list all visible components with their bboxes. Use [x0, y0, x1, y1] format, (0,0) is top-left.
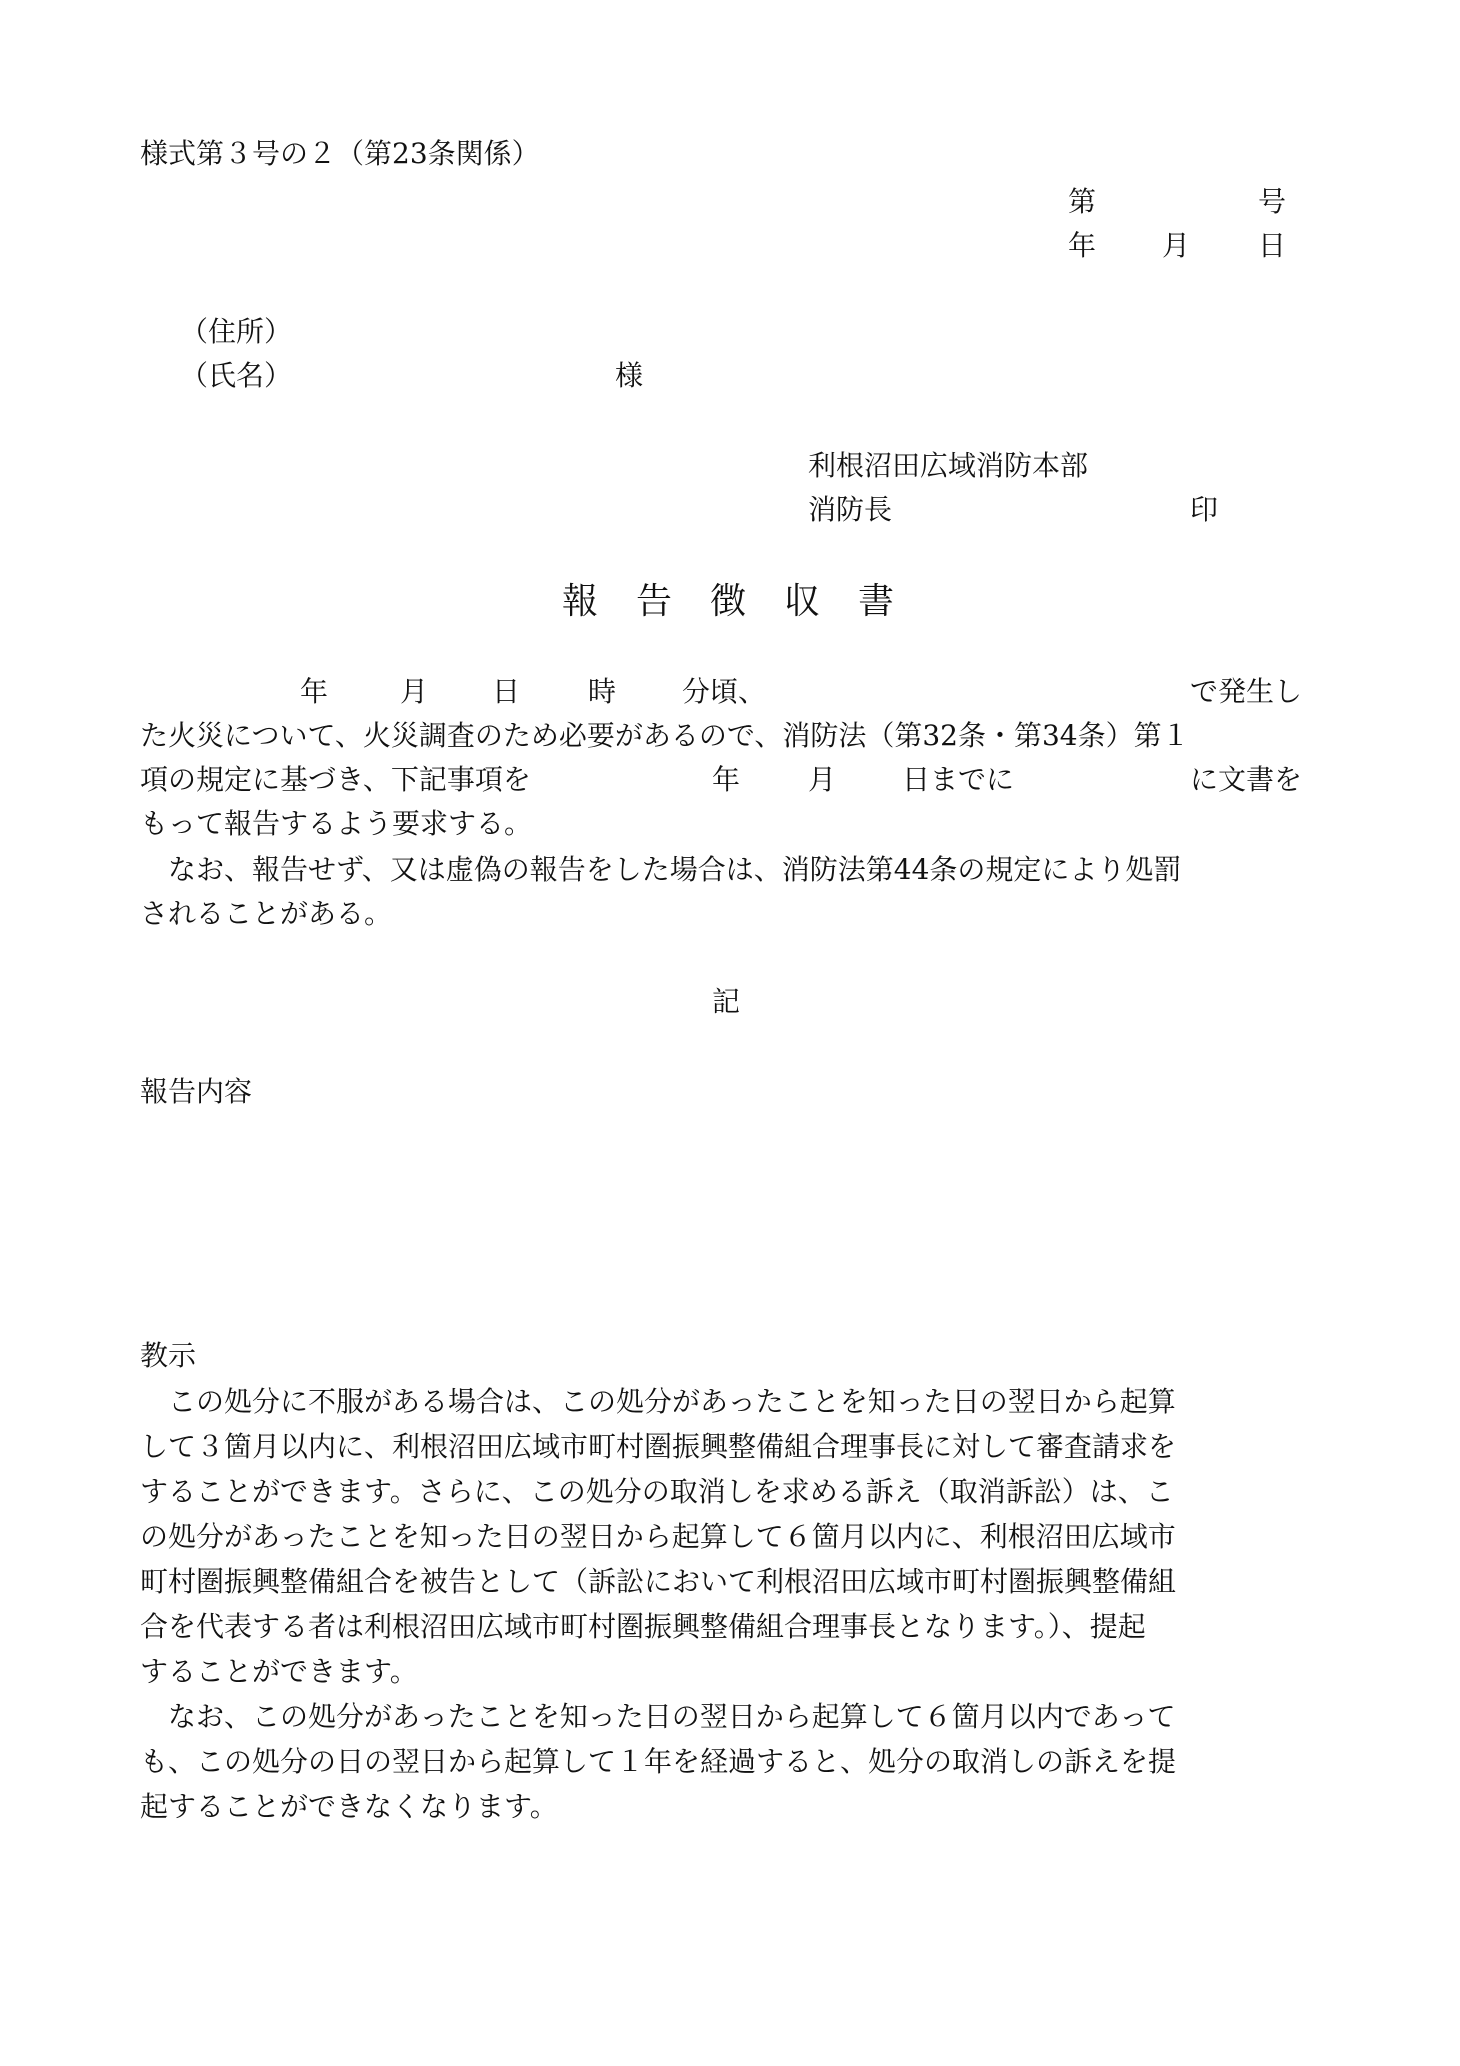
deadline-year-label: 年 — [712, 763, 741, 796]
honorific-sama: 様 — [615, 359, 644, 392]
ki-heading: 記 — [712, 985, 741, 1018]
body-line-3-end: に文書を — [1190, 763, 1303, 796]
seal-mark: 印 — [1190, 493, 1219, 526]
instruction-line: の処分があったことを知った日の翌日から起算して６箇月以内に、利根沼田広域市 — [140, 1520, 1176, 1553]
body-line: されることがある。 — [140, 897, 393, 930]
title-char: 書 — [858, 581, 895, 622]
instruction-line: なお、この処分があったことを知った日の翌日から起算して６箇月以内であって — [140, 1700, 1176, 1733]
incident-month-label: 月 — [400, 675, 429, 708]
name-label: （氏名） — [180, 359, 293, 392]
issuer-organization: 利根沼田広域消防本部 — [808, 449, 1089, 482]
incident-place-suffix: で発生し — [1190, 675, 1303, 708]
instruction-line: 町村圏振興整備組合を被告として（訴訟において利根沼田広域市町村圏振興整備組 — [140, 1565, 1177, 1598]
instruction-line: この処分に不服がある場合は、この処分があったことを知った日の翌日から起算 — [140, 1385, 1176, 1418]
document-title — [0, 581, 1460, 624]
doc-number-dai: 第 — [1068, 185, 1097, 218]
date-month-label: 月 — [1162, 229, 1191, 262]
instruction-line: することができます。 — [140, 1655, 418, 1688]
incident-day-label: 日 — [492, 675, 521, 708]
title-char: 報 — [562, 581, 599, 622]
instruction-line: することができます。さらに、この処分の取消しを求める訴え（取消訴訟）は、こ — [140, 1475, 1174, 1508]
deadline-month-label: 月 — [808, 763, 837, 796]
instruction-heading: 教示 — [140, 1339, 197, 1372]
incident-minute-label: 分頃、 — [682, 675, 767, 708]
body-line: もって報告するよう要求する。 — [140, 807, 533, 840]
issuer-title: 消防長 — [808, 493, 893, 526]
instruction-line: して３箇月以内に、利根沼田広域市町村圏振興整備組合理事長に対して審査請求を — [140, 1430, 1177, 1463]
body-line: なお、報告せず、又は虚偽の報告をした場合は、消防法第44条の規定により処罰 — [140, 853, 1182, 886]
address-label: （住所） — [180, 315, 293, 348]
body-line-3-start: 項の規定に基づき、下記事項を — [140, 763, 531, 796]
doc-number-go: 号 — [1258, 185, 1287, 218]
form-number: 様式第３号の２（第23条関係） — [140, 137, 540, 170]
instruction-line: 合を代表する者は利根沼田広域市町村圏振興整備組合理事長となります。）、提起 — [140, 1610, 1146, 1643]
title-char: 告 — [636, 581, 673, 622]
incident-hour-label: 時 — [588, 675, 617, 708]
body-line: た火災について、火災調査のため必要があるので、消防法（第32条・第34条）第１ — [140, 719, 1190, 752]
title-char: 収 — [784, 581, 821, 622]
instruction-line: 起することができなくなります。 — [140, 1790, 558, 1823]
date-day-label: 日 — [1258, 229, 1287, 262]
instruction-line: も、この処分の日の翌日から起算して１年を経過すると、処分の取消しの訴えを提 — [140, 1745, 1177, 1778]
title-char: 徴 — [710, 581, 747, 622]
incident-year-label: 年 — [300, 675, 329, 708]
deadline-day-label: 日までに — [902, 763, 1015, 796]
report-contents-label: 報告内容 — [140, 1075, 253, 1108]
date-year-label: 年 — [1068, 229, 1097, 262]
